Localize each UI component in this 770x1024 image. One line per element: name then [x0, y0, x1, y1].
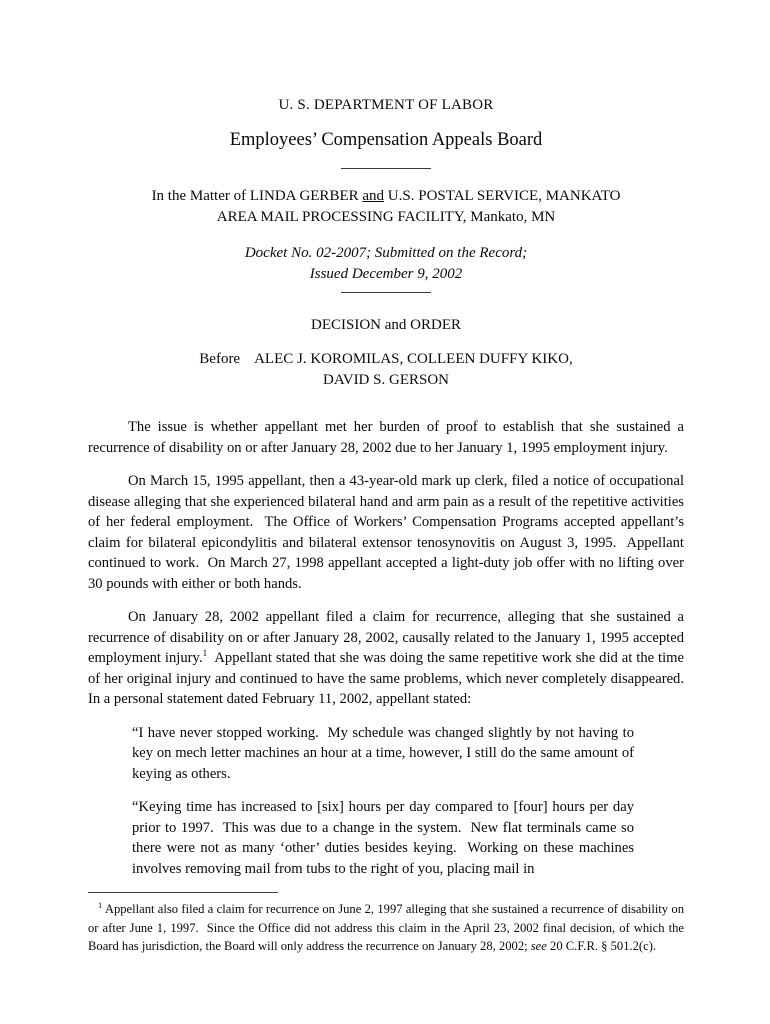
caption-text-pre: In the Matter of LINDA GERBER — [151, 188, 363, 204]
docket-separator-line — [341, 292, 431, 293]
block-quote-1: “I have never stopped working. My schedule was changed slightly by not having to key on mech letter machines an hour at a time, however, I still do the same amount of keying as others. — [132, 724, 638, 782]
footnote-separator-line — [88, 892, 278, 893]
footnote-reference-marker: 1 — [202, 649, 208, 659]
case-caption — [88, 186, 684, 228]
judges-line1: ALEC J. KOROMILAS, COLLEEN DUFFY KIKO, — [254, 351, 573, 367]
footnote-number: 1 — [98, 900, 103, 910]
footnote-see-italic: see — [530, 939, 547, 953]
case-caption-line1 — [88, 186, 684, 207]
footnote-text-pre: Appellant also filed a claim for recurrence on June 2, 1997 alleging that she sustained a recurrence of disability on or after June 1, 1997. Since the Office did not address this claim in the April 23, 2002 final decision, of which the Board has jurisdiction, the Board will only address the recurrence on January 28, 2002; — [88, 902, 688, 953]
case-caption-line2: AREA MAIL PROCESSING FACILITY, Mankato, MN — [216, 209, 556, 225]
decision-title: DECISION and ORDER — [311, 317, 461, 333]
caption-and-underlined: and — [362, 188, 385, 204]
footnote-text-post: 20 C.F.R. § 501.2(c). — [546, 939, 657, 953]
docket-line1: Docket No. 02-2007; Submitted on the Record; — [244, 245, 528, 261]
paragraph-recurrence-pre: On January 28, 2002 appellant filed a claim for recurrence, alleging that she sustained a recurrence of disability on or after January 28, 2002, causally related to the January 1, 1995 accepted employment injury. — [88, 609, 688, 666]
caption-text-post: U.S. POSTAL SERVICE, MANKATO — [384, 188, 621, 204]
footnote-section — [88, 892, 688, 956]
paragraph-background: On March 15, 1995 appellant, then a 43-year-old mark up clerk, filed a notice of occupational disease alleging that she experienced bilateral hand and arm pain as a result of the repetitive activities of her federal employment. The Office of Workers’ Compensation Programs accepted appellant’s claim for bilateral epicondylitis and bilateral extensor tenosynovitis on August 3, 1995. Appellant continued to work. On March 27, 1998 appellant accepted a light-duty job offer with no lifting over 30 pounds with either or both hands. — [88, 473, 688, 592]
paragraph-recurrence-post: Appellant stated that she was doing the same repetitive work she did at the time of her original injury and continued to have the same problems, which never completely disappeared. In a personal statement dated February 11, 2002, appellant stated: — [88, 650, 692, 707]
board-title: Employees’ Compensation Appeals Board — [229, 130, 543, 150]
judges-line2: DAVID S. GERSON — [323, 372, 449, 388]
panel-of-judges — [88, 349, 684, 391]
docket-line2: Issued December 9, 2002 — [309, 266, 463, 282]
opinion-body — [88, 417, 692, 879]
before-label: Before — [199, 351, 241, 367]
panel-line1 — [88, 349, 684, 370]
docket-info — [88, 243, 684, 285]
block-quote-2: “Keying time has increased to [six] hours per day compared to [four] hours per day prior to 1997. This was due to a change in the system. New flat terminals came so there were not as many ‘other’ duties besides keying. Working on these machines involves removing mail from tubs to the right of you, placing mail in — [132, 799, 638, 877]
footnote-1 — [88, 900, 688, 956]
department-title: U. S. DEPARTMENT OF LABOR — [278, 97, 494, 113]
paragraph-recurrence-claim — [88, 607, 692, 710]
paragraph-issue: The issue is whether appellant met her burden of proof to establish that she sustained a recurrence of disability on or after January 28, 2002 due to her January 1, 1995 employment injury. — [88, 419, 688, 456]
header-separator-line — [341, 168, 431, 169]
